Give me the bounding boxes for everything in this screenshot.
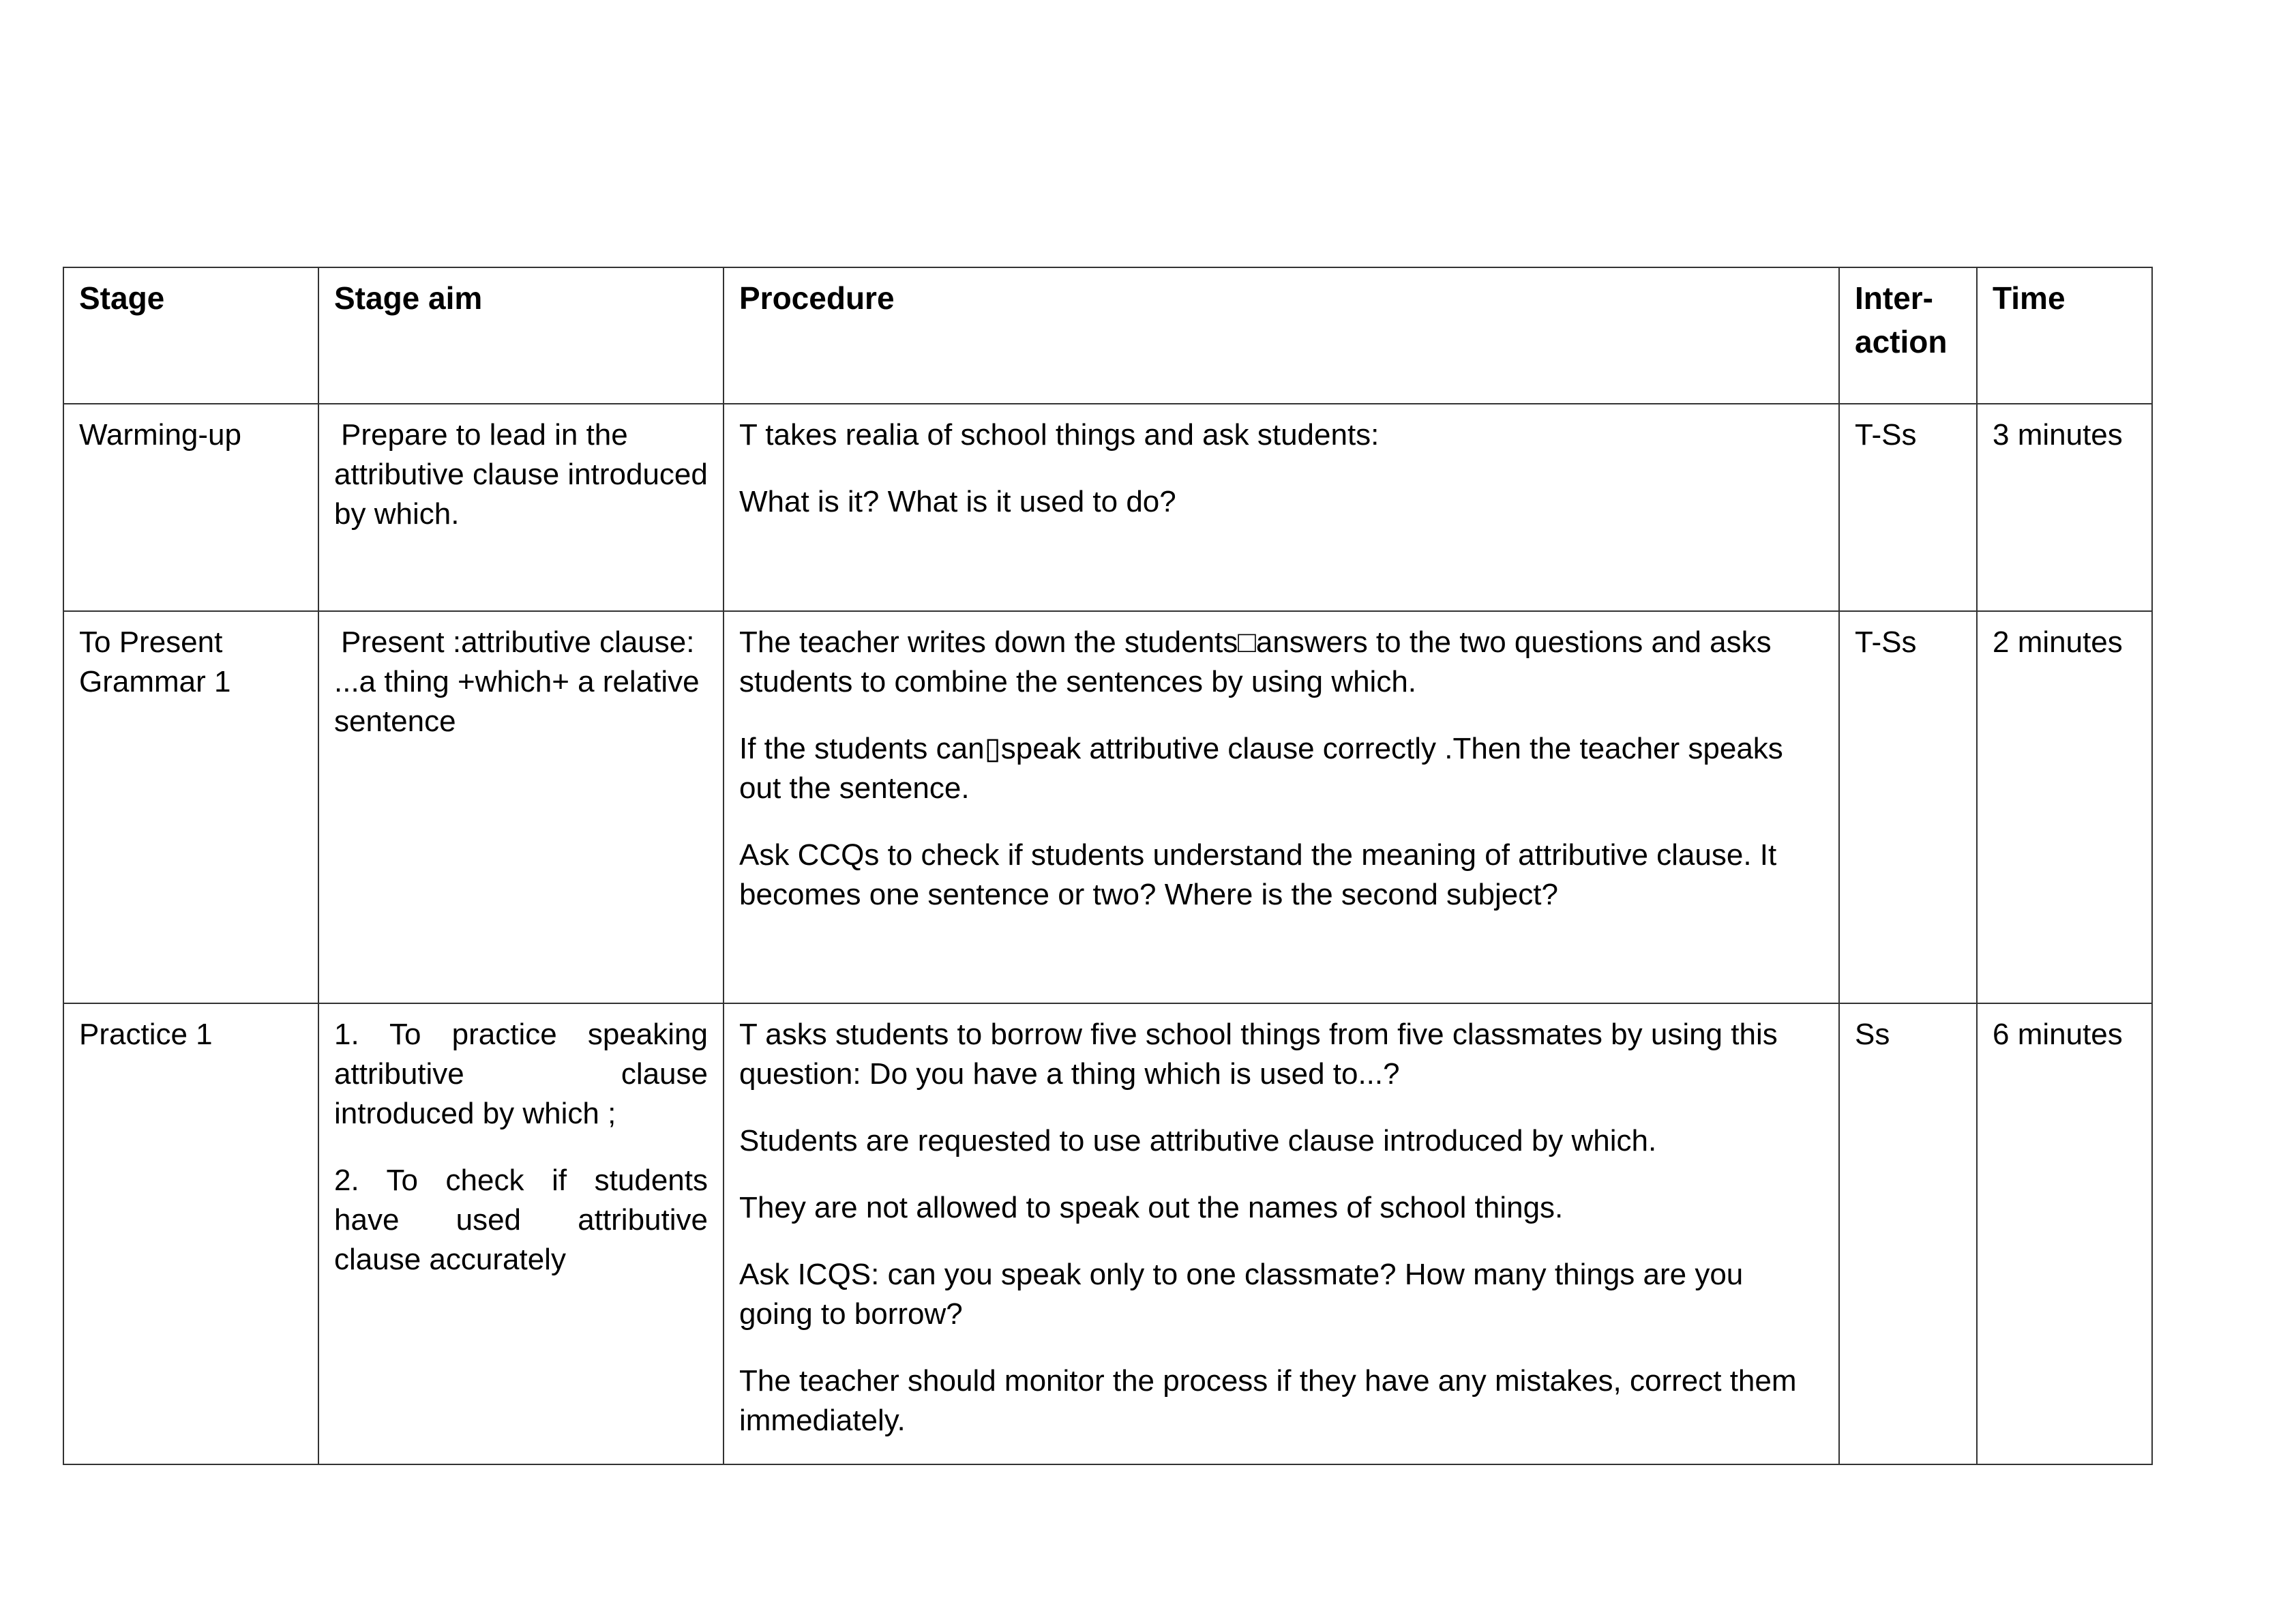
table-row [63,404,2152,611]
procedure-cell [724,1003,1839,1464]
time-cell: 2 minutes [1977,611,2152,1003]
procedure-cell [724,611,1839,1003]
stage-cell: Warming-up [63,404,318,611]
interaction-cell: T-Ss [1839,404,1977,611]
stage-aim-item-2 [334,1161,708,1280]
header-interaction [1839,267,1977,404]
header-stage: Stage [63,267,318,404]
procedure-paragraph: Students are requested to use attributive clause introduced by which. [739,1124,1657,1157]
header-interaction-line2: action [1855,324,1948,359]
procedure-paragraph: The teacher writes down the students□answers to the two questions and asks students to combine the sentences by using which. [739,625,1772,698]
lesson-plan-table [63,267,2153,1465]
stage-aim-item-1-line1: 1. To practice speaking [334,1018,708,1051]
procedure-paragraph: T asks students to borrow five school things from five classmates by using this question: Do you have a thing which is used to...? [739,1018,1778,1091]
procedure-paragraph: Ask ICQS: can you speak only to one classmate? How many things are you going to borrow? [739,1258,1744,1331]
header-procedure: Procedure [724,267,1839,404]
stage-aim-cell [318,404,724,611]
stage-aim-text: Prepare to lead in the attributive clause introduced by which. [334,418,708,531]
stage-line2: Grammar 1 [79,665,231,698]
interaction-cell: Ss [1839,1003,1977,1464]
stage-cell: Practice 1 [63,1003,318,1464]
stage-aim-item-1-line3: introduced by which ; [334,1097,616,1130]
procedure-paragraph: What is it? What is it used to do? [739,485,1176,518]
stage-aim-text: Present :attributive clause: ...a thing +which+ a relative sentence [334,625,700,738]
procedure-paragraph: The teacher should monitor the process if they have any mistakes, correct them immediately. [739,1364,1797,1437]
procedure-paragraph: T takes realia of school things and ask students: [739,418,1380,452]
table-header-row [63,267,2152,404]
header-interaction-line1: Inter- [1855,280,1933,316]
time-cell: 6 minutes [1977,1003,2152,1464]
stage-aim-item-1 [334,1015,708,1134]
header-time: Time [1977,267,2152,404]
stage-aim-item-2-line2: have used attributive [334,1203,708,1237]
procedure-cell [724,404,1839,611]
procedure-paragraph: Ask CCQs to check if students understand the meaning of attributive clause. It becomes one sentence or two? Where is the second subject? [739,838,1777,911]
table-row [63,1003,2152,1464]
stage-aim-item-2-line3: clause accurately [334,1243,566,1276]
procedure-paragraph: They are not allowed to speak out the names of school things. [739,1191,1564,1224]
stage-aim-item-2-line1: 2. To check if students [334,1164,708,1197]
stage-aim-cell [318,611,724,1003]
interaction-cell: T-Ss [1839,611,1977,1003]
stage-cell [63,611,318,1003]
header-stage-aim: Stage aim [318,267,724,404]
time-cell: 3 minutes [1977,404,2152,611]
procedure-paragraph: If the students can▯speak attributive clause correctly .Then the teacher speaks out the sentence. [739,732,1783,805]
stage-line1: To Present [79,625,223,659]
stage-aim-item-1-line2: attributive clause [334,1057,708,1091]
table-row [63,611,2152,1003]
stage-aim-cell [318,1003,724,1464]
